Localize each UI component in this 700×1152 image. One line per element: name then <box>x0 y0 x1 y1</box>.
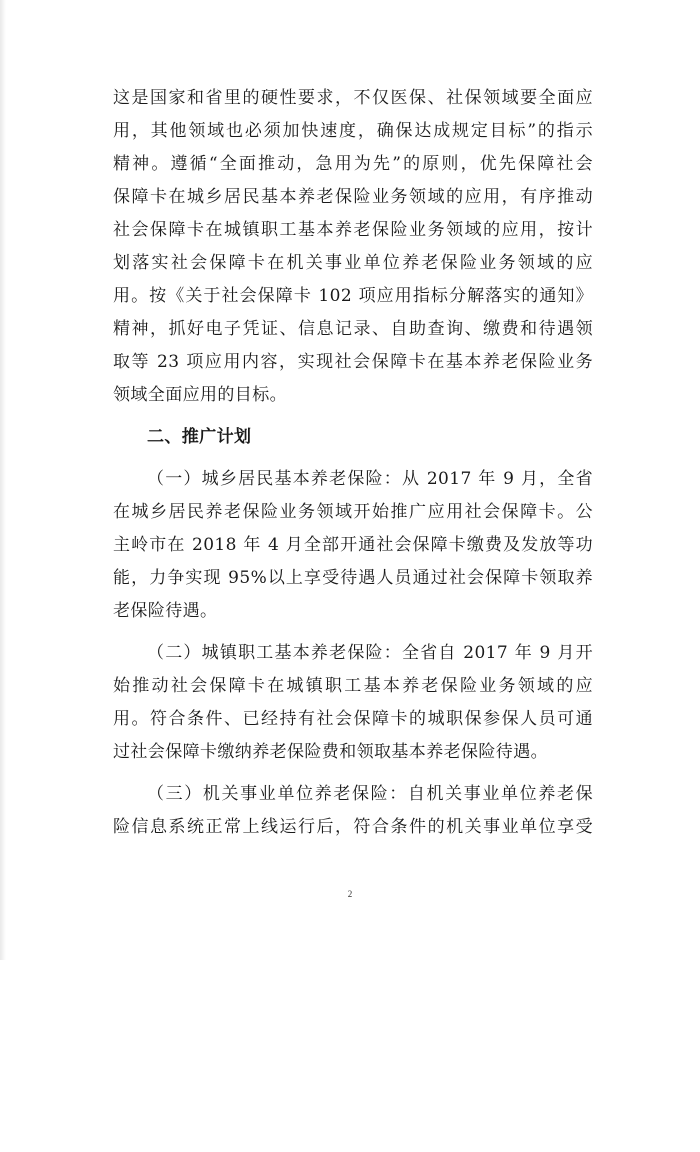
text-line: （一）城乡居民基本养老保险：从 2017 年 9 月，全省 <box>147 469 593 489</box>
text-line: 社会保障卡在城镇职工基本养老保险业务领域的应用，按计 <box>113 220 593 240</box>
text-line: 保障卡在城乡居民基本养老保险业务领域的应用，有序推动 <box>113 187 593 207</box>
text-line: （二）城镇职工基本养老保险：全省自 2017 年 9 月开 <box>147 643 593 663</box>
text-line: 在城乡居民养老保险业务领域开始推广应用社会保障卡。公 <box>113 502 593 522</box>
text-line: 取等 23 项应用内容，实现社会保障卡在基本养老保险业务 <box>113 352 593 372</box>
text-line: 能，力争实现 95%以上享受待遇人员通过社会保障卡领取养 <box>113 568 593 588</box>
text-line: 险信息系统正常上线运行后，符合条件的机关事业单位享受 <box>113 817 593 837</box>
text-line: 划落实社会保障卡在机关事业单位养老保险业务领域的应 <box>113 253 593 273</box>
text-line: 精神。遵循“全面推动，急用为先”的原则，优先保障社会 <box>113 154 593 174</box>
text-line: 始推动社会保障卡在城镇职工基本养老保险业务领域的应 <box>113 676 593 696</box>
page-number: 2 <box>347 889 353 899</box>
text-line: 用，其他领域也必须加快速度，确保达成规定目标”的指示 <box>113 121 593 141</box>
text-line: 老保险待遇。 <box>113 601 218 621</box>
page-edge-shadow <box>0 0 6 960</box>
section-heading: 二、推广计划 <box>147 427 252 447</box>
text-line: 这是国家和省里的硬性要求，不仅医保、社保领域要全面应 <box>113 88 593 108</box>
text-line: 主岭市在 2018 年 4 月全部开通社会保障卡缴费及发放等功 <box>113 535 593 555</box>
text-line: 过社会保障卡缴纳养老保险费和领取基本养老保险待遇。 <box>113 742 548 762</box>
text-line: 用。符合条件、已经持有社会保障卡的城职保参保人员可通 <box>113 709 593 729</box>
document-body <box>113 82 593 844</box>
text-line: 用。按《关于社会保障卡 102 项应用指标分解落实的通知》 <box>113 286 593 306</box>
text-line: 领域全面应用的目标。 <box>113 385 287 405</box>
text-line: （三）机关事业单位养老保险：自机关事业单位养老保 <box>147 784 593 804</box>
text-line: 精神，抓好电子凭证、信息记录、自助查询、缴费和待遇领 <box>113 319 593 339</box>
